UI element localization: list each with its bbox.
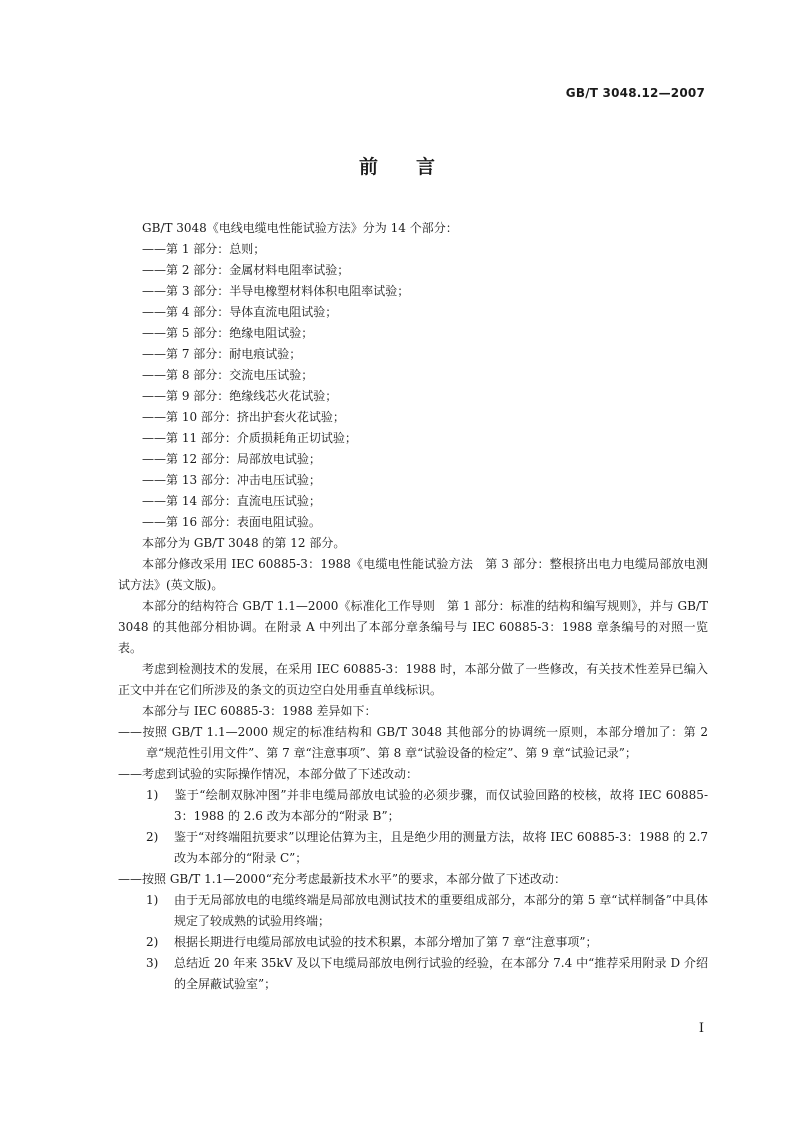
- paragraph: 本部分为 GB/T 3048 的第 12 部分。: [142, 536, 346, 550]
- item-text: 由于无局部放电的电缆终端是局部放电测试技术的重要组成部分，本部分的第 5 章“试样制备”中具体规定了较成熟的试验用终端；: [174, 893, 708, 928]
- item-text: 总结近 20 年来 35kV 及以下电缆局部放电例行试验的经验，在本部分 7.4 中“推荐采用附录 D 介绍的全屏蔽试验室”；: [174, 956, 708, 991]
- document-body: [118, 218, 708, 995]
- item-text: 鉴于“对终端阻抗要求”以理论估算为主，且是绝少用的测量方法，故将 IEC 60885-3：1988 的 2.7 改为本部分的“附录 C”；: [174, 830, 708, 865]
- paragraph: 本部分的结构符合 GB/T 1.1—2000《标准化工作导则 第 1 部分：标准的结构和编写规则》，并与 GB/T 3048 的其他部分相协调。在附录 A 中列出了本部分章条编号与 IEC 60885-3：1988 章条编号的对照一览表。: [118, 599, 708, 655]
- list-item: ——第 4 部分：导体直流电阻试验；: [142, 305, 338, 319]
- paragraph: 本部分修改采用 IEC 60885-3：1988《电缆电性能试验方法 第 3 部分：整根挤出电力电缆局部放电测试方法》(英文版)。: [118, 557, 708, 592]
- list-item: ——第 5 部分：绝缘电阻试验；: [142, 326, 314, 340]
- difference-item: ——考虑到试验的实际操作情况，本部分做了下述改动：: [118, 767, 419, 781]
- paragraph: 本部分与 IEC 60885-3：1988 差异如下：: [142, 704, 377, 718]
- list-item: ——第 3 部分：半导电橡塑材料体积电阻率试验；: [142, 284, 410, 298]
- page-title: 前言: [358, 156, 473, 178]
- list-item: ——第 12 部分：局部放电试验；: [142, 452, 321, 466]
- item-number: 3): [146, 956, 159, 970]
- list-item: ——第 10 部分：挤出护套火花试验；: [142, 410, 345, 424]
- numbered-item: [118, 932, 708, 953]
- list-item: ——第 8 部分：交流电压试验；: [142, 368, 314, 382]
- list-item: ——第 1 部分：总则；: [142, 242, 266, 256]
- item-number: 2): [146, 935, 159, 949]
- list-item: ——第 11 部分：介质损耗角正切试验；: [142, 431, 357, 445]
- list-item: ——第 7 部分：耐电痕试验；: [142, 347, 302, 361]
- item-number: 1): [146, 893, 159, 907]
- numbered-item: [118, 953, 708, 995]
- standard-code: GB/T 3048.12—2007: [565, 86, 705, 100]
- parts-list: [118, 239, 708, 533]
- numbered-item: [118, 890, 708, 932]
- page-number: I: [698, 1021, 704, 1036]
- list-item: ——第 9 部分：绝缘线芯火花试验；: [142, 389, 338, 403]
- list-item: ——第 13 部分：冲击电压试验；: [142, 473, 321, 487]
- list-item: ——第 2 部分：金属材料电阻率试验；: [142, 263, 350, 277]
- list-item: ——第 14 部分：直流电压试验；: [142, 494, 321, 508]
- difference-item: ——按照 GB/T 1.1—2000“充分考虑最新技术水平”的要求，本部分做了下述改动：: [118, 872, 566, 886]
- item-number: 1): [146, 788, 159, 802]
- list-item: ——第 16 部分：表面电阻试验。: [142, 515, 321, 529]
- difference-item: ——按照 GB/T 1.1—2000 规定的标准结构和 GB/T 3048 其他部分的协调统一原则，本部分增加了：第 2 章“规范性引用文件”、第 7 章“注意事项”、第 8 章“试验设备的检定”、第 9 章“试验记录”；: [118, 725, 708, 760]
- item-text: 鉴于“绘制双脉冲图”并非电缆局部放电试验的必须步骤，而仅试验回路的校核，故将 IEC 60885-3：1988 的 2.6 改为本部分的“附录 B”；: [174, 788, 708, 823]
- numbered-item: [118, 785, 708, 827]
- item-text: 根据长期进行电缆局部放电试验的技术积累，本部分增加了第 7 章“注意事项”；: [174, 935, 598, 949]
- item-number: 2): [146, 830, 159, 844]
- numbered-item: [118, 827, 708, 869]
- paragraph: 考虑到检测技术的发展，在采用 IEC 60885-3：1988 时，本部分做了一些修改，有关技术性差异已编入正文中并在它们所涉及的条文的页边空白处用垂直单线标识。: [118, 662, 708, 697]
- intro-paragraph: GB/T 3048《电线电缆电性能试验方法》分为 14 个部分：: [142, 221, 458, 235]
